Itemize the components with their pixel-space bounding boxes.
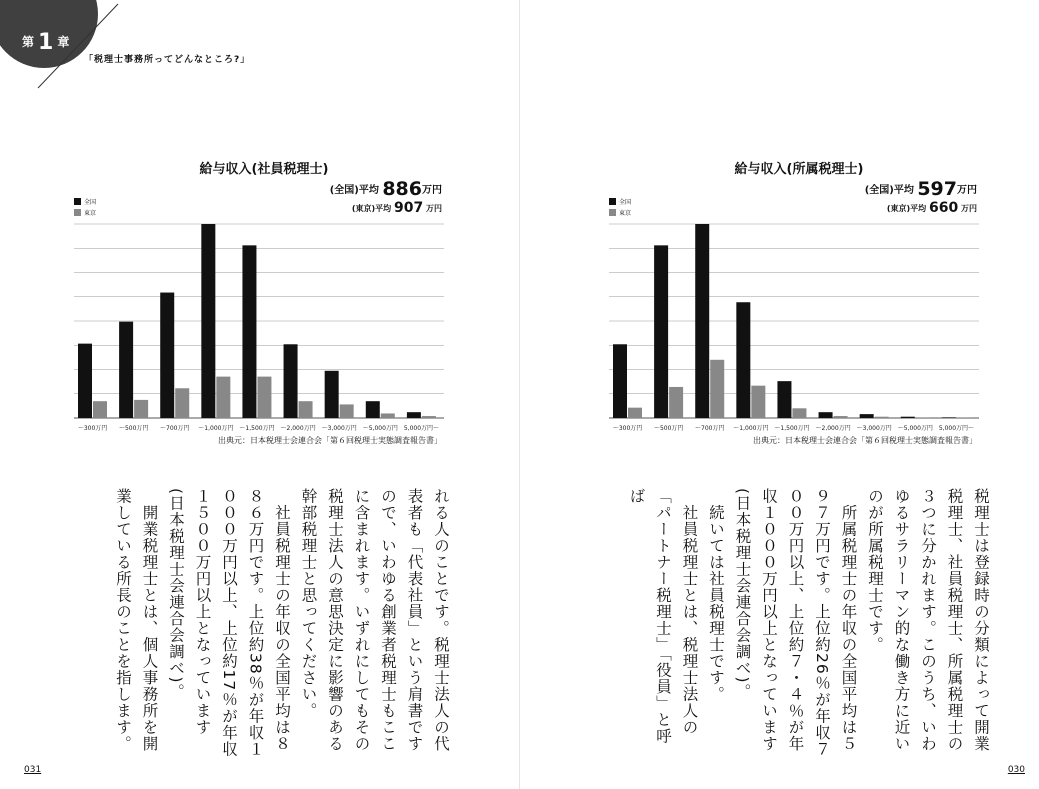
bar-national (777, 381, 791, 418)
x-tick-label: ～700万円 (695, 425, 725, 432)
average-national (865, 178, 977, 200)
avg-tokyo-value: 907 (393, 200, 424, 216)
x-tick-label: ～1,500万円 (239, 425, 275, 432)
bar-national (201, 224, 215, 418)
avg-tokyo-value: 660 (928, 200, 959, 216)
bar-national (860, 414, 874, 418)
x-tick-label: 5,000万円～ (938, 425, 975, 432)
avg-tokyo-unit: 万円 (961, 204, 977, 213)
legend-swatch-gray (74, 209, 81, 216)
bar-national (325, 371, 339, 418)
bar-tokyo (916, 417, 930, 418)
x-tick-label: ～500万円 (653, 425, 684, 432)
avg-national-value: 597 (917, 178, 957, 200)
bar-tokyo (257, 377, 271, 418)
bar-national (366, 401, 380, 418)
chart-employee-tax-accountant (74, 150, 454, 450)
x-tick-label: ～5,000万円 (362, 425, 398, 432)
bar-national (613, 344, 627, 418)
legend-item-tokyo (74, 208, 96, 219)
avg-national-label: (全国)平均 (329, 185, 379, 196)
chapter-suffix: 章 (57, 35, 71, 49)
bar-chart-plot (609, 222, 989, 432)
x-tick-label: ～300万円 (77, 425, 108, 432)
chart-source: 出典元：日本税理士会連合会「第６回税理士実態調査報告書」 (753, 436, 977, 445)
bar-national (819, 412, 833, 418)
legend-swatch-dark (609, 198, 616, 205)
bar-tokyo (628, 408, 642, 418)
x-tick-label: 5,000万円～ (403, 425, 440, 432)
x-tick-label: ～5,000万円 (897, 425, 933, 432)
bar-tokyo (216, 377, 230, 418)
chart-title: 給与収入(社員税理士) (199, 162, 329, 177)
bar-national (942, 417, 956, 418)
bar-national (901, 417, 915, 418)
body-text: 税理士は登録時の分類によって開業税理士、社員税理士、所属税理士の３つに分かれます。このうち、いわゆるサラリーマン的な働き方に近いのが所属税理士です。 所属税理士の年収の全国平均は５９７万円です。上位約26％が年収７００万円以上、上位約７・４％が年収１０００万円以上となっています(日本税理士会連合会調べ)。 続いては社員税理士です。 社員税理士とは、税理士法人の「パートナー税理士」「役員」と呼ば (627, 488, 990, 758)
legend-label: 東京 (619, 210, 632, 217)
body-text: れる人のことです。税理士法人の代表者も「代表社員」という肩書ですので、いわゆる創業者税理士もここに含まれます。いずれにしてもその税理士法人の意思決定に影響のある幹部税理士と思ってください。 社員税理士の年収の全国平均は８８６万円です。上位約38％が年収１０００万円以上、上位約17％が年収１５００万円以上となっています(日本税理士会連合会調べ)。 開業税理士とは、個人事務所を開業している所長のことを指します。 (114, 488, 450, 758)
chart-source: 出典元：日本税理士会連合会「第６回税理士実態調査報告書」 (218, 436, 442, 445)
x-tick-label: ～1,000万円 (198, 425, 234, 432)
avg-tokyo-unit: 万円 (426, 204, 442, 213)
average-national (330, 178, 442, 200)
avg-national-label: (全国)平均 (864, 185, 914, 196)
bar-national (160, 293, 174, 418)
bar-national (78, 344, 92, 418)
left-page (0, 0, 519, 789)
chart-affiliated-tax-accountant (609, 150, 989, 450)
bar-tokyo (751, 386, 765, 418)
bar-tokyo (875, 417, 889, 418)
bar-tokyo (93, 401, 107, 418)
avg-national-unit: 万円 (957, 185, 977, 196)
legend-label: 全国 (619, 199, 632, 206)
bar-tokyo (422, 416, 436, 418)
avg-national-unit: 万円 (422, 185, 442, 196)
bar-national (695, 224, 709, 418)
average-tokyo (887, 200, 977, 216)
legend-label: 東京 (84, 210, 97, 217)
chart-title: 給与収入(所属税理士) (734, 162, 864, 177)
bar-chart-plot (74, 222, 454, 432)
legend-swatch-gray (609, 209, 616, 216)
legend-label: 全国 (84, 199, 97, 206)
chapter-title: 「税理士事務所ってどんなところ?」 (84, 55, 251, 65)
page-number: 030 (1007, 765, 1025, 775)
bar-national (119, 322, 133, 418)
x-tick-label: ～3,000万円 (856, 425, 892, 432)
x-tick-label: ～2,000万円 (280, 425, 316, 432)
bar-tokyo (340, 404, 354, 418)
bar-national (654, 245, 668, 418)
bar-tokyo (792, 408, 806, 418)
legend-item-tokyo (609, 208, 631, 219)
bar-tokyo (669, 387, 683, 418)
bar-tokyo (299, 401, 313, 418)
x-tick-label: ～500万円 (118, 425, 149, 432)
bar-tokyo (834, 416, 848, 418)
chapter-prefix: 第 (22, 35, 36, 49)
chapter-label (22, 30, 70, 55)
bar-tokyo (381, 413, 395, 418)
average-tokyo (352, 200, 442, 216)
bar-national (407, 412, 421, 418)
legend-item-national (609, 197, 631, 208)
legend-item-national (74, 197, 96, 208)
chapter-number: 1 (38, 30, 55, 55)
bar-tokyo (175, 388, 189, 418)
bar-tokyo (710, 360, 724, 418)
bar-tokyo (957, 417, 971, 418)
avg-tokyo-label: (東京)平均 (886, 204, 927, 213)
x-tick-label: ～1,500万円 (774, 425, 810, 432)
x-tick-label: ～3,000万円 (321, 425, 357, 432)
x-tick-label: ～300万円 (612, 425, 643, 432)
x-tick-label: ～2,000万円 (815, 425, 851, 432)
avg-tokyo-label: (東京)平均 (351, 204, 392, 213)
bar-national (736, 302, 750, 418)
chart-legend (74, 197, 96, 219)
bar-tokyo (134, 400, 148, 418)
avg-national-value: 886 (382, 178, 422, 200)
bar-national (284, 344, 298, 418)
legend-swatch-dark (74, 198, 81, 205)
x-tick-label: ～700万円 (160, 425, 190, 432)
bar-national (242, 245, 256, 418)
x-tick-label: ～1,000万円 (733, 425, 769, 432)
right-page (520, 0, 1039, 789)
chart-legend (609, 197, 631, 219)
page-number: 031 (24, 765, 42, 775)
